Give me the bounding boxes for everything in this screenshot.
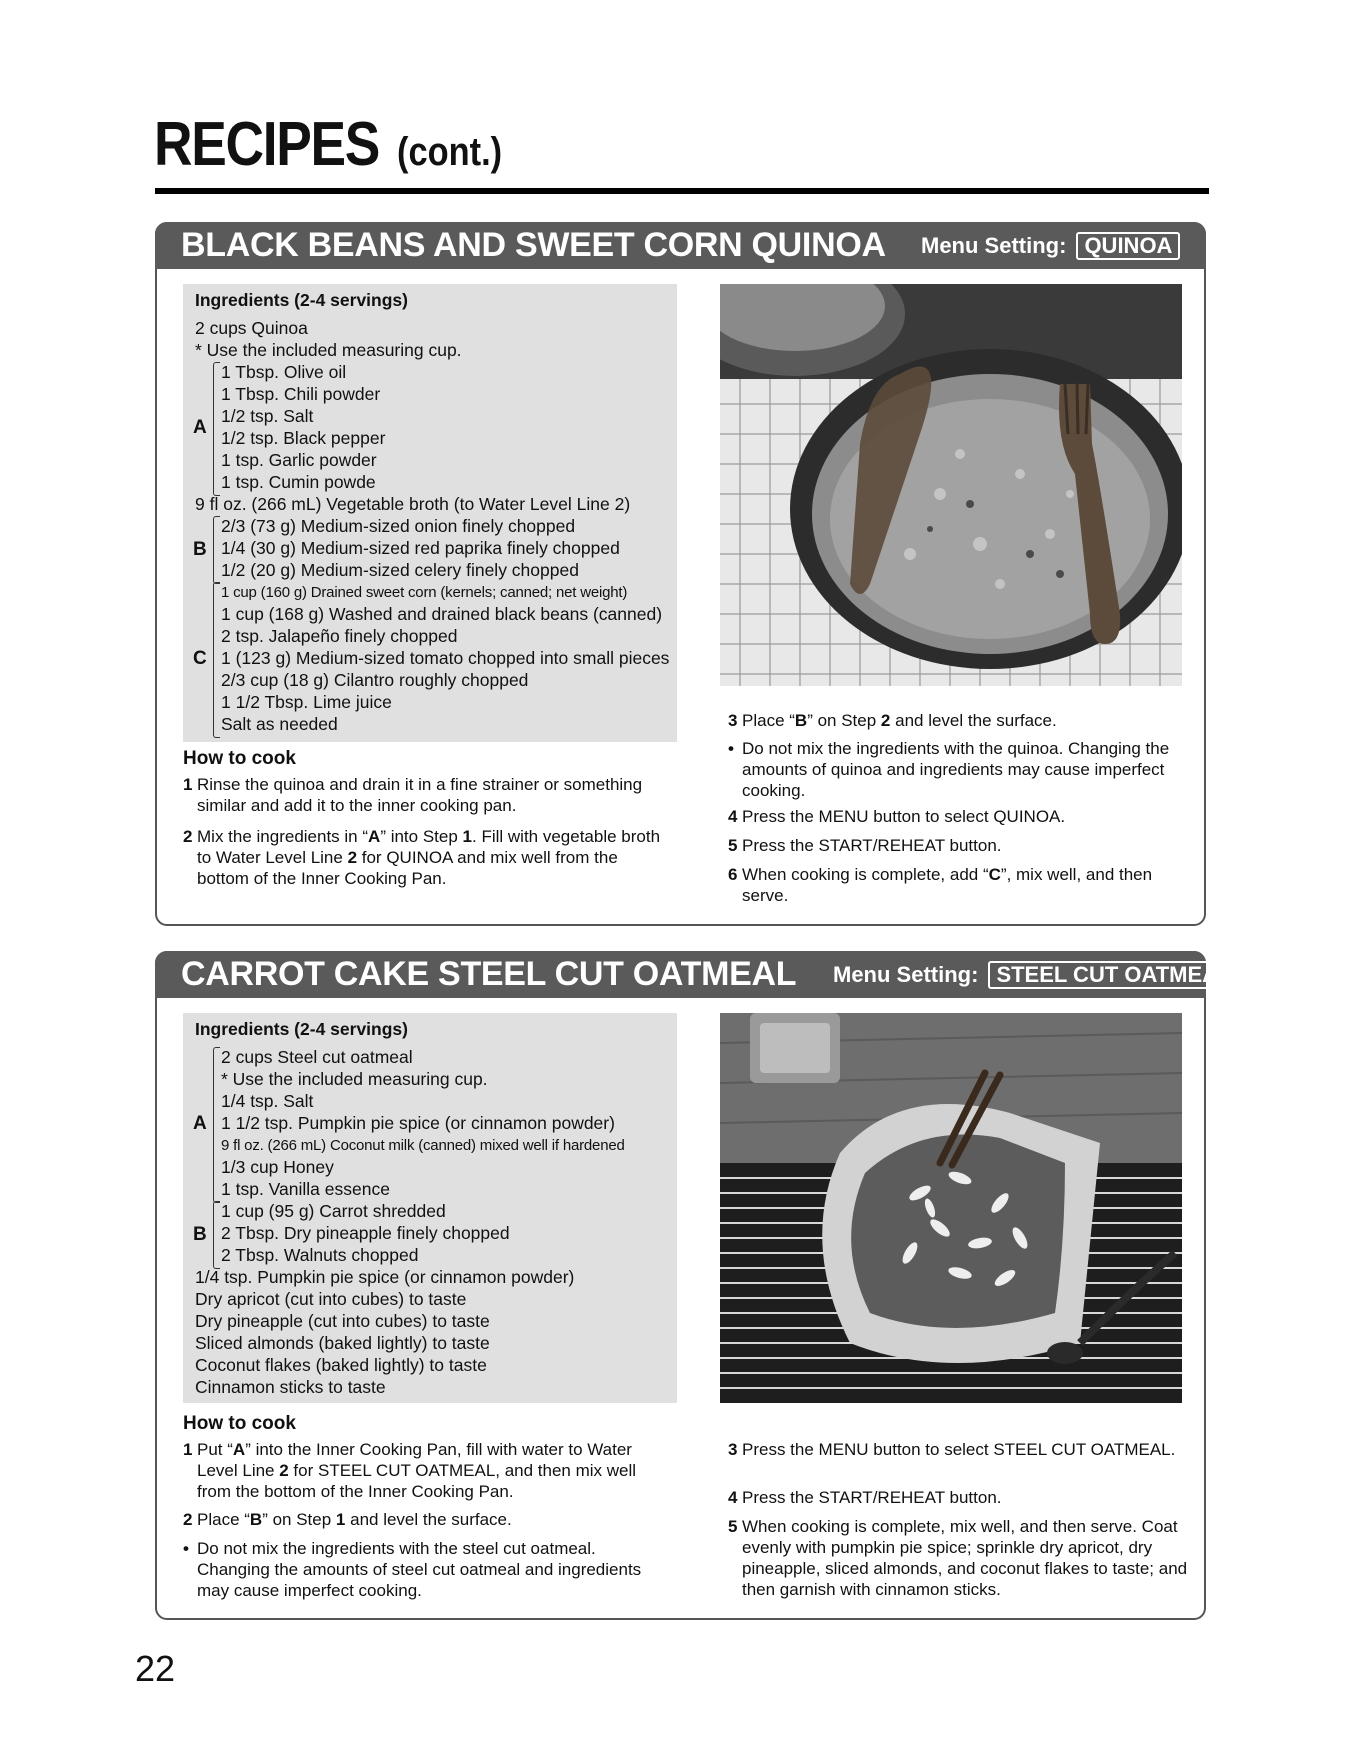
ingredient-line: 2 Tbsp. Dry pineapple finely chopped	[221, 1223, 510, 1243]
ingredient-line: 1 cup (95 g) Carrot shredded	[221, 1201, 446, 1221]
group-letter-b: B	[193, 539, 207, 560]
ingredient-line: 2/3 (73 g) Medium-sized onion finely chopped	[221, 516, 576, 536]
step-2: 2 Place “B” on Step 1 and level the surface.	[183, 1510, 512, 1529]
note-bullet: • Do not mix the ingredients with the quinoa. Changing the amounts of quinoa and ingredients may cause imperfect cooking.	[728, 739, 1170, 800]
menu-setting-value: STEEL CUT OATMEAL	[988, 961, 1239, 989]
step-1: 1 Rinse the quinoa and drain it in a fine strainer or something similar and add it to the inner cooking pan.	[183, 775, 643, 815]
ingredient-line: 1/4 tsp. Salt	[221, 1091, 314, 1111]
ingredient-line: 2 tsp. Jalapeño finely chopped	[221, 626, 458, 646]
ingredient-line: Sliced almonds (baked lightly) to taste	[195, 1333, 490, 1353]
oatmeal-photo-image	[720, 1013, 1182, 1403]
recipe-title: BLACK BEANS AND SWEET CORN QUINOA	[181, 226, 886, 264]
menu-setting-value: QUINOA	[1076, 232, 1180, 260]
ingredient-line: 1 (123 g) Medium-sized tomato chopped into small pieces	[221, 648, 670, 668]
ingredient-line: 1 1/2 tsp. Pumpkin pie spice (or cinnamon powder)	[221, 1113, 615, 1133]
group-letter-b: B	[193, 1224, 207, 1245]
group-letter-c: C	[193, 648, 207, 669]
step-3: 3 Place “B” on Step 2 and level the surface.	[728, 711, 1057, 730]
ingredient-line: Salt as needed	[221, 714, 338, 734]
recipe-card-quinoa	[155, 222, 1206, 926]
recipe-card-oatmeal	[155, 951, 1232, 1620]
step-6: 6 When cooking is complete, add “C”, mix well, and then serve.	[728, 865, 1153, 905]
menu-setting	[921, 232, 1180, 260]
oatmeal-photo	[720, 1013, 1182, 1403]
ingredients-panel	[183, 1013, 677, 1403]
ingredient-line: Dry pineapple (cut into cubes) to taste	[195, 1311, 490, 1331]
quinoa-photo	[720, 284, 1182, 686]
ingredient-line: 1 cup (160 g) Drained sweet corn (kernels; canned; net weight)	[221, 584, 628, 601]
ingredient-line: 1/2 tsp. Black pepper	[221, 428, 386, 448]
bracket-c	[213, 582, 220, 738]
ingredient-line: 1/4 (30 g) Medium-sized red paprika finely chopped	[221, 538, 620, 558]
step-1: 1 Put “A” into the Inner Cooking Pan, fill with water to Water Level Line 2 for STEEL CUT OATMEAL, and then mix well from the bottom of the Inner Cooking Pan.	[183, 1440, 637, 1501]
ingredient-line: 2/3 cup (18 g) Cilantro roughly chopped	[221, 670, 529, 690]
ingredient-line: 1 tsp. Vanilla essence	[221, 1179, 390, 1199]
ingredients-heading: Ingredients (2-4 servings)	[195, 290, 408, 310]
step-4: 4 Press the START/REHEAT button.	[728, 1488, 1002, 1507]
ingredient-line: Dry apricot (cut into cubes) to taste	[195, 1289, 467, 1309]
step-5: 5 When cooking is complete, mix well, and then serve. Coat evenly with pumpkin pie spice; sprinkle dry apricot, dry pineapple, sliced almonds, and coconut flakes to taste; and then garnish with cinnamon sticks.	[728, 1517, 1188, 1599]
step-5: 5 Press the START/REHEAT button.	[728, 836, 1002, 855]
ingredient-line: 1 Tbsp. Chili powder	[221, 384, 381, 404]
page-title: RECIPES (cont.)	[154, 110, 502, 179]
quinoa-photo-image	[720, 284, 1182, 686]
menu-setting-label: Menu Setting:	[833, 962, 979, 987]
ingredient-line: Cinnamon sticks to taste	[195, 1377, 386, 1397]
menu-setting-label: Menu Setting:	[921, 233, 1067, 258]
title-rule	[155, 188, 1209, 194]
ingredient-line: 9 fl oz. (266 mL) Coconut milk (canned) mixed well if hardened	[221, 1137, 625, 1154]
ingredient-line: 1 cup (168 g) Washed and drained black beans (canned)	[221, 604, 663, 624]
recipe-title: CARROT CAKE STEEL CUT OATMEAL	[181, 955, 797, 993]
bracket-a	[213, 1047, 220, 1203]
step-3: 3 Press the MENU button to select STEEL CUT OATMEAL.	[728, 1440, 1176, 1459]
how-to-cook-heading: How to cook	[183, 1413, 296, 1434]
ingredient-line: 2 Tbsp. Walnuts chopped	[221, 1245, 419, 1265]
step-2: 2 Mix the ingredients in “A” into Step 1. Fill with vegetable broth to Water Level Line 2 for QUINOA and mix well from the bottom of the Inner Cooking Pan.	[183, 827, 661, 888]
ingredient-line: 1 Tbsp. Olive oil	[221, 362, 347, 382]
ingredients-heading: Ingredients (2-4 servings)	[195, 1019, 408, 1039]
ingredient-line: 2 cups Quinoa	[195, 318, 308, 338]
ingredient-line: 1/4 tsp. Pumpkin pie spice (or cinnamon powder)	[195, 1267, 575, 1287]
ingredient-line: 9 fl oz. (266 mL) Vegetable broth (to Water Level Line 2)	[195, 494, 631, 514]
group-letter-a: A	[193, 1113, 207, 1134]
ingredient-line: * Use the included measuring cup.	[195, 340, 462, 360]
bracket-b	[213, 516, 220, 584]
recipe-header	[155, 951, 1232, 998]
bracket-a	[213, 362, 220, 496]
ingredient-line: * Use the included measuring cup.	[221, 1069, 488, 1089]
ingredient-line: 1 tsp. Garlic powder	[221, 450, 377, 470]
recipe-header	[155, 222, 1206, 269]
ingredient-line: 1 tsp. Cumin powde	[221, 472, 376, 492]
ingredient-line: 1 1/2 Tbsp. Lime juice	[221, 692, 392, 712]
group-letter-a: A	[193, 417, 207, 438]
how-to-cook-heading: How to cook	[183, 748, 296, 769]
ingredient-line: 1/3 cup Honey	[221, 1157, 334, 1177]
step-4: 4 Press the MENU button to select QUINOA.	[728, 807, 1066, 826]
ingredient-line: Coconut flakes (baked lightly) to taste	[195, 1355, 487, 1375]
menu-setting	[833, 961, 1240, 989]
ingredient-line: 1/2 tsp. Salt	[221, 406, 314, 426]
ingredient-line: 1/2 (20 g) Medium-sized celery finely chopped	[221, 560, 579, 580]
page-number: 22	[135, 1648, 176, 1689]
bracket-b	[213, 1201, 220, 1269]
note-bullet: • Do not mix the ingredients with the steel cut oatmeal. Changing the amounts of steel cut oatmeal and ingredients may cause imperfect cooking.	[183, 1539, 642, 1600]
ingredient-line: 2 cups Steel cut oatmeal	[221, 1047, 413, 1067]
ingredients-panel	[183, 284, 677, 742]
